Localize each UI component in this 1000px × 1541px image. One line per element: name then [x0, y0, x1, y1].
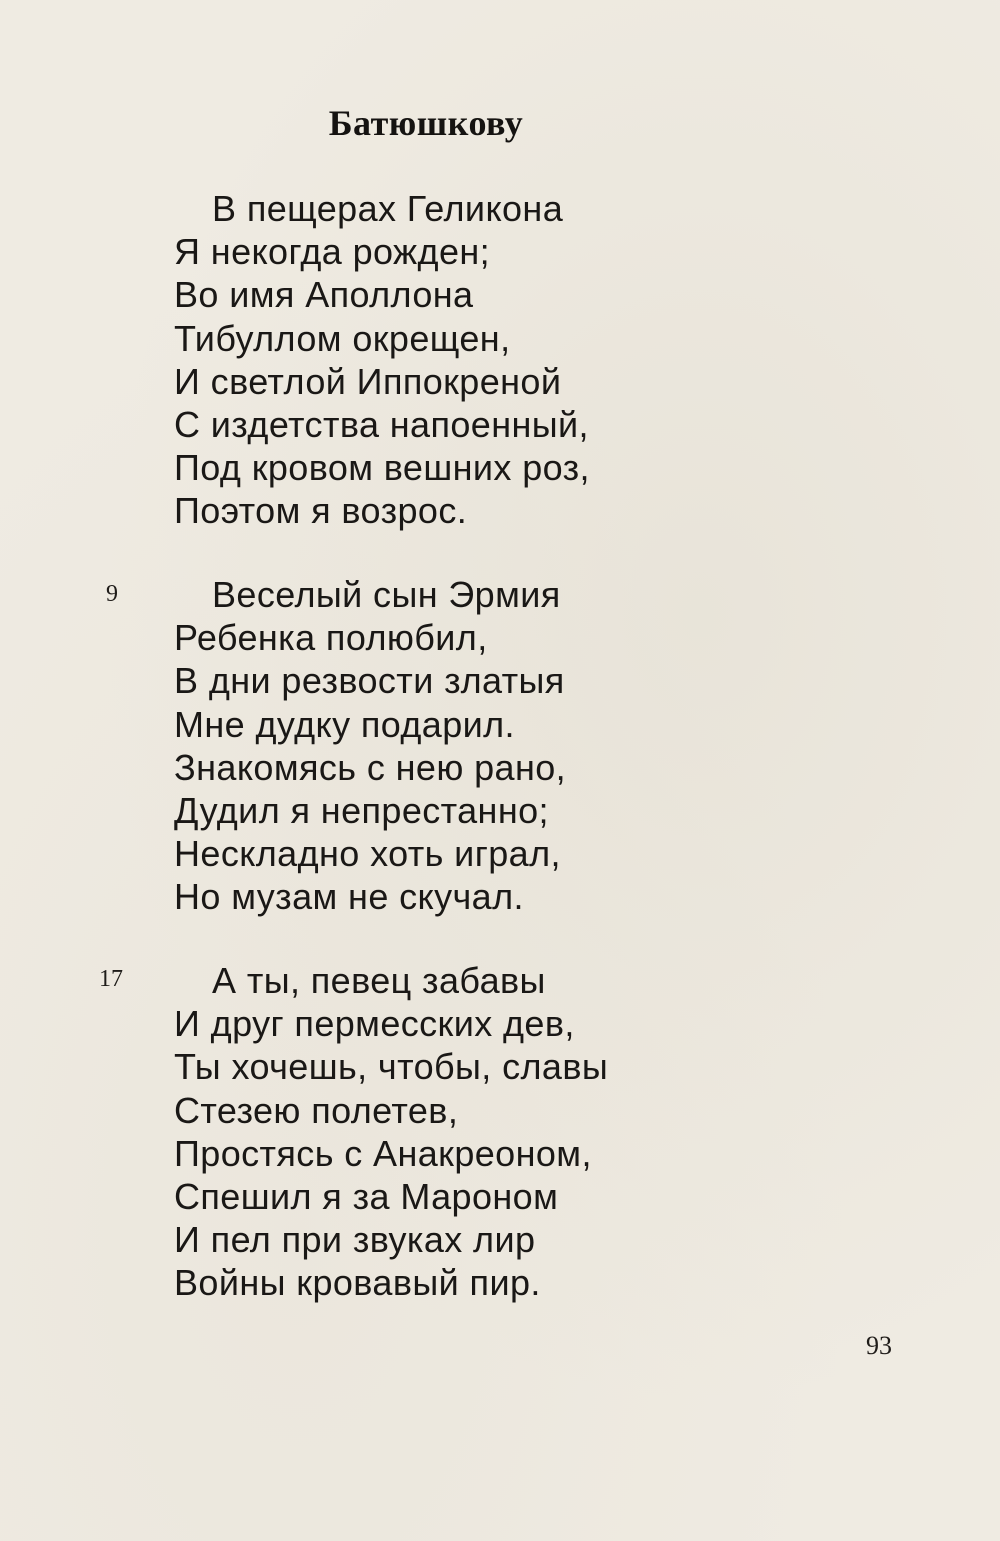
verse-line: Но музам не скучал.	[174, 876, 524, 918]
verse-line: Поэтом я возрос.	[174, 490, 468, 532]
verse-line: Под кровом вешних роз,	[174, 447, 590, 489]
line-number-17: 17	[99, 966, 123, 992]
verse-line: Простясь с Анакреоном,	[174, 1132, 592, 1174]
verse-line: Спешил я за Мароном	[174, 1175, 559, 1217]
verse-line: Ты хочешь, чтобы, славы	[174, 1046, 609, 1088]
verse-line: Мне дудку подарил.	[174, 703, 515, 745]
line-number-9: 9	[106, 581, 118, 607]
verse-line: Дудил я непрестанно;	[174, 789, 549, 831]
verse-line: Знакомясь с нею рано,	[174, 746, 567, 788]
verse-line: Войны кровавый пир.	[174, 1262, 541, 1304]
verse-line: Ребенка полюбил,	[174, 617, 488, 659]
verse-line: Я некогда рожден;	[174, 231, 491, 273]
page-number: 93	[866, 1331, 892, 1360]
verse-line: С издетства напоенный,	[174, 403, 589, 445]
verse-line: И друг пермесских дев,	[174, 1003, 575, 1045]
verse-line: Стезею полетев,	[174, 1089, 459, 1131]
verse-line: Тибуллом окрещен,	[174, 317, 511, 359]
stanza-1	[174, 187, 794, 533]
stanza-3	[174, 959, 794, 1305]
verse-line: И пел при звуках лир	[174, 1219, 536, 1261]
poem-title: Батюшкову	[328, 103, 524, 143]
verse-line: Веселый сын Эрмия	[212, 574, 561, 615]
stanza-2	[174, 573, 794, 919]
verse-line: В пещерах Геликона	[212, 188, 564, 229]
verse-line: Нескладно хоть играл,	[174, 833, 561, 875]
verse-line: А ты, певец забавы	[212, 960, 546, 1001]
verse-line: В дни резвости златыя	[174, 660, 565, 702]
verse-line: Во имя Аполлона	[174, 274, 474, 316]
verse-line: И светлой Иппокреной	[174, 360, 562, 402]
